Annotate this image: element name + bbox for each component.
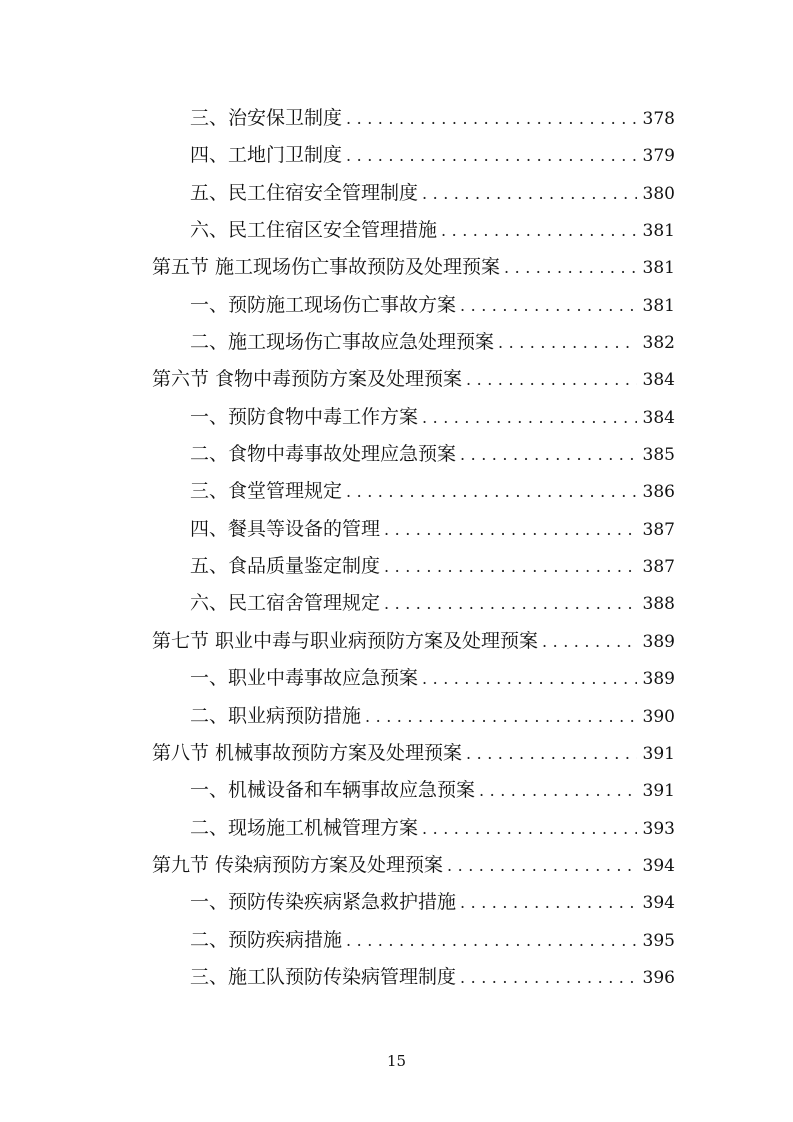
toc-dot-leader: [346, 922, 637, 959]
toc-entry[interactable]: [152, 698, 675, 735]
toc-section-title: 第七节 职业中毒与职业病预防方案及处理预案: [152, 629, 539, 652]
toc-dot-leader: [384, 548, 637, 585]
toc-dot-leader: [422, 810, 637, 847]
toc-entry[interactable]: [152, 212, 675, 249]
toc-entry[interactable]: [152, 548, 675, 585]
toc-entry-title: 四、餐具等设备的管理: [190, 517, 381, 540]
toc-dot-leader: [498, 324, 637, 361]
toc-entry-page: 381: [642, 295, 675, 316]
toc-entry[interactable]: [152, 810, 675, 847]
toc-entry-page: 386: [642, 482, 675, 503]
toc-entry-title: 一、职业中毒事故应急预案: [190, 667, 419, 690]
toc-entry-page: 381: [642, 258, 675, 279]
toc-dot-leader: [346, 137, 637, 174]
toc-entry-page: 381: [642, 221, 675, 242]
toc-dot-leader: [384, 511, 637, 548]
toc-dot-leader: [441, 212, 637, 249]
toc-entry[interactable]: [152, 287, 675, 324]
toc-section-entry[interactable]: [152, 735, 675, 772]
toc-dot-leader: [460, 959, 637, 996]
toc-dot-leader: [365, 698, 637, 735]
toc-section-entry[interactable]: [152, 847, 675, 884]
toc-entry-title: 一、预防施工现场伤亡事故方案: [190, 293, 457, 316]
toc-entry-title: 六、民工宿舍管理规定: [190, 592, 381, 615]
toc-entry-title: 三、施工队预防传染病管理制度: [190, 965, 457, 988]
toc-section-title: 第八节 机械事故预防方案及处理预案: [152, 741, 463, 764]
toc-entry-title: 二、预防疾病措施: [190, 928, 343, 951]
toc-entry[interactable]: [152, 100, 675, 137]
toc-entry-title: 五、食品质量鉴定制度: [190, 555, 381, 578]
toc-entry-page: 395: [642, 930, 675, 951]
toc-dot-leader: [460, 436, 637, 473]
toc-dot-leader: [466, 735, 637, 772]
toc-entry-page: 384: [642, 370, 675, 391]
toc-entry-page: 389: [642, 669, 675, 690]
toc-dot-leader: [466, 361, 637, 398]
toc-entry-page: 378: [642, 109, 675, 129]
toc-entry-page: 379: [642, 146, 675, 167]
toc-entry[interactable]: [152, 511, 675, 548]
toc-entry-title: 三、食堂管理规定: [190, 480, 343, 503]
table-of-contents: [152, 100, 675, 996]
toc-entry[interactable]: [152, 137, 675, 174]
toc-entry-page: 389: [642, 631, 675, 652]
toc-entry-page: 385: [642, 445, 675, 466]
toc-entry-page: 391: [642, 743, 675, 764]
toc-entry-page: 382: [642, 333, 675, 354]
toc-entry-page: 387: [642, 519, 675, 540]
toc-entry-page: 396: [642, 967, 675, 988]
toc-entry-title: 二、食物中毒事故处理应急预案: [190, 443, 457, 466]
toc-dot-leader: [479, 772, 637, 809]
toc-entry[interactable]: [152, 772, 675, 809]
page-number: 15: [386, 1052, 407, 1070]
toc-dot-leader: [542, 623, 637, 660]
toc-entry-page: 391: [642, 781, 675, 802]
toc-entry[interactable]: [152, 660, 675, 697]
toc-entry[interactable]: [152, 436, 675, 473]
toc-section-entry[interactable]: [152, 249, 675, 286]
toc-section-entry[interactable]: [152, 623, 675, 660]
toc-entry-title: 一、预防食物中毒工作方案: [190, 405, 419, 428]
toc-entry-page: 380: [642, 183, 675, 204]
toc-entry-page: 390: [642, 706, 675, 727]
toc-dot-leader: [460, 287, 637, 324]
toc-entry[interactable]: [152, 922, 675, 959]
toc-entry-title: 一、预防传染疾病紧急救护措施: [190, 891, 457, 914]
toc-entry[interactable]: [152, 959, 675, 996]
toc-entry[interactable]: [152, 884, 675, 921]
toc-entry-page: 394: [642, 893, 675, 914]
toc-entry-page: 387: [642, 557, 675, 578]
toc-section-title: 第九节 传染病预防方案及处理预案: [152, 853, 444, 876]
toc-dot-leader: [460, 884, 637, 921]
toc-entry-title: 二、施工现场伤亡事故应急处理预案: [190, 331, 495, 354]
toc-dot-leader: [422, 660, 637, 697]
toc-entry-page: 384: [642, 407, 675, 428]
toc-entry[interactable]: [152, 585, 675, 622]
toc-entry-title: 一、机械设备和车辆事故应急预案: [190, 779, 476, 802]
toc-entry[interactable]: [152, 473, 675, 510]
toc-entry-title: 三、治安保卫制度: [190, 107, 343, 129]
toc-entry[interactable]: [152, 399, 675, 436]
toc-dot-leader: [447, 847, 637, 884]
toc-dot-leader: [384, 585, 637, 622]
toc-entry-title: 四、工地门卫制度: [190, 144, 343, 167]
toc-dot-leader: [422, 175, 637, 212]
toc-entry-title: 六、民工住宿区安全管理措施: [190, 219, 438, 242]
toc-section-entry[interactable]: [152, 361, 675, 398]
toc-dot-leader: [504, 249, 637, 286]
toc-entry[interactable]: [152, 175, 675, 212]
toc-entry[interactable]: [152, 324, 675, 361]
toc-dot-leader: [346, 473, 637, 510]
toc-entry-page: 393: [642, 818, 675, 839]
toc-entry-title: 五、民工住宿安全管理制度: [190, 181, 419, 204]
toc-section-title: 第六节 食物中毒预防方案及处理预案: [152, 368, 463, 391]
toc-entry-title: 二、职业病预防措施: [190, 704, 362, 727]
toc-section-title: 第五节 施工现场伤亡事故预防及处理预案: [152, 256, 501, 279]
toc-dot-leader: [422, 399, 637, 436]
toc-dot-leader: [346, 100, 637, 137]
toc-entry-title: 二、现场施工机械管理方案: [190, 816, 419, 839]
toc-entry-page: 388: [642, 594, 675, 615]
toc-entry-page: 394: [642, 855, 675, 876]
